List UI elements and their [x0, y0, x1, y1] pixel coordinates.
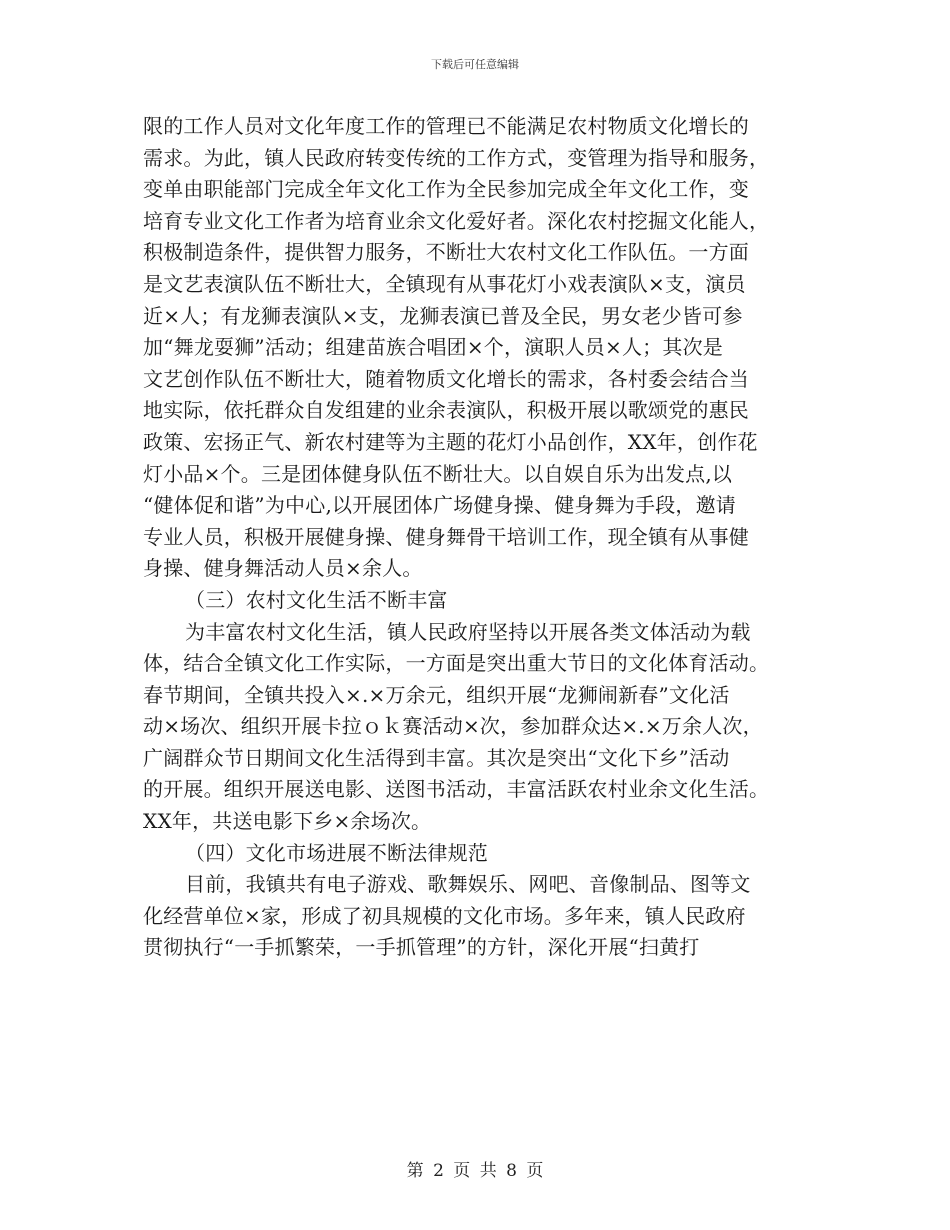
text-line: 变单由职能部门完成全年文化工作为全民参加完成全年文化工作，变: [143, 177, 749, 202]
text-line: 动×场次、组织开展卡拉ｏｋ赛活动×次，参加群众达×.×万余人次，: [143, 714, 763, 739]
text-line: 化经营单位×家，形成了初具规模的文化市场。多年来，镇人民政府: [143, 903, 746, 928]
text-line: （三）农村文化生活不断丰富: [185, 587, 448, 612]
text-line: 政策、宏扬正气、新农村建等为主题的花灯小品创作，XX年，创作花: [143, 429, 758, 454]
text-line: 加“舞龙耍狮”活动；组建苗族合唱团×个，演职人员×人；其次是: [143, 335, 723, 360]
text-line: 地实际，依托群众自发组建的业余表演队，积极开展以歌颂党的惠民: [143, 398, 749, 423]
text-line: XX年，共送电影下乡×余场次。: [143, 809, 432, 834]
text-line: 广阔群众节日期间文化生活得到丰富。其次是突出“文化下乡”活动: [143, 745, 730, 770]
text-line: 专业人员，积极开展健身操、健身舞骨干培训工作，现全镇有从事健: [143, 524, 749, 549]
text-line: 体，结合全镇文化工作实际，一方面是突出重大节日的文化体育活动。: [143, 651, 770, 676]
text-line: 身操、健身舞活动人员×余人。: [143, 556, 423, 581]
text-line: 为丰富农村文化生活，镇人民政府坚持以开展各类文体活动为载: [185, 619, 751, 644]
text-line: 灯小品×个。三是团体健身队伍不断壮大。以自娱自乐为出发点,以: [143, 461, 733, 486]
text-line: 文艺创作队伍不断壮大，随着物质文化增长的需求，各村委会结合当: [143, 366, 749, 391]
text-line: “健体促和谐”为中心,以开展团体广场健身操、健身舞为手段，邀请: [143, 493, 737, 518]
page-header: 下载后可任意编辑: [431, 58, 519, 71]
text-line: 需求。为此，镇人民政府转变传统的工作方式，变管理为指导和服务，: [143, 145, 770, 170]
text-line: 培育专业文化工作者为培育业余文化爱好者。深化农村挖掘文化能人，: [143, 208, 770, 233]
text-line: 限的工作人员对文化年度工作的管理已不能满足农村物质文化增长的: [143, 114, 749, 138]
text-line: 目前，我镇共有电子游戏、歌舞娱乐、网吧、音像制品、图等文: [185, 872, 751, 897]
text-line: （四）文化市场进展不断法律规范: [185, 840, 488, 865]
body-text: [143, 111, 823, 964]
text-line: 是文艺表演队伍不断壮大，全镇现有从事花灯小戏表演队×支，演员: [143, 271, 746, 296]
page-footer: 第 2 页 共 8 页: [406, 1161, 544, 1181]
text-line: 贯彻执行“一手抓繁荣，一手抓管理”的方针，深化开展“扫黄打: [143, 935, 700, 960]
text-line: 春节期间，全镇共投入×.×万余元，组织开展“龙狮闹新春”文化活: [143, 682, 730, 707]
text-line: 积极制造条件，提供智力服务，不断壮大农村文化工作队伍。一方面: [143, 240, 749, 265]
text-line: 近×人；有龙狮表演队×支，龙狮表演已普及全民，男女老少皆可参: [143, 303, 743, 328]
text-line: 的开展。组织开展送电影、送图书活动，丰富活跃农村业余文化生活。: [143, 777, 770, 802]
